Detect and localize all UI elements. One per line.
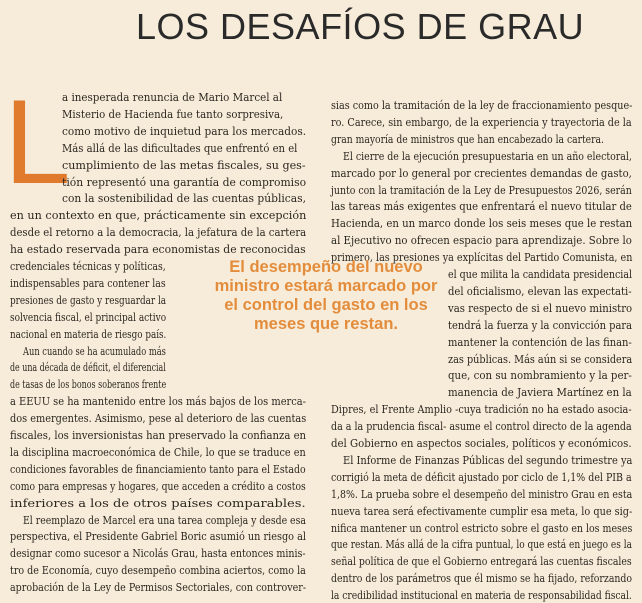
text-line: marcado por lo general por crecientes demandas de gasto,: [331, 165, 632, 180]
text-line: ro. Carece, sin embargo, de la experiencia y trayectoria de la: [331, 114, 632, 129]
text-line: con la sostenibilidad de las cuentas públicas,: [62, 191, 306, 206]
text-line: Hacienda, en un marco donde los seis meses que le restan: [331, 216, 633, 231]
text-line: que restan. Más allá de la cifra puntual, lo que está en juego es la: [331, 537, 632, 552]
text-line: credenciales técnicas y políticas,: [10, 259, 166, 273]
text-line: inferiores a los de otros países comparables.: [10, 495, 306, 510]
text-line: Misterio de Hacienda fue tanto sorpresiva,: [62, 106, 284, 121]
text-line: del Gobierno en aspectos sociales, políticos y económicos.: [331, 436, 632, 450]
text-line: nacional en materia de riesgo país.: [10, 326, 167, 341]
text-line: El Informe de Finanzas Públicas del segundo trimestre ya: [343, 452, 633, 467]
text-line: primero, las presiones ya explícitas del Partido Comunista, en: [331, 250, 633, 265]
text-line: El reemplazo de Marcel era una tarea compleja y desde esa: [23, 512, 306, 527]
text-line: fiscales, los inversionistas han preservado la confianza en: [10, 428, 307, 442]
text-line: vas respecto de si el nuevo ministro: [448, 300, 633, 315]
text-line: como motivo de inquietud para los mercados.: [62, 123, 307, 138]
text-line: perspectiva, el Presidente Gabriel Boric asumió un riesgo al: [10, 529, 306, 544]
text-line: 1,8%. La prueba sobre el desempeño del ministro Grau en esta: [331, 486, 633, 501]
text-line: corrigió la meta de déficit ajustado por ciclo de 1,1% del PIB a: [331, 469, 632, 484]
text-line: como para empresas y hogares, que acceden a crédito a costos: [10, 478, 306, 493]
text-line: indispensables para contener las: [10, 275, 166, 290]
text-line: designar como sucesor a Nicolás Grau, hasta entonces minis-: [10, 546, 306, 561]
text-line: en un contexto en que, prácticamente sin excepción: [10, 208, 307, 223]
text-line: Dipres, el Frente Amplio -cuya tradición no ha estado asocia-: [331, 402, 632, 417]
text-line: Aun cuando se ha acumulado más: [23, 343, 166, 358]
article-title: LOS DESAFÍOS DE GRAU: [136, 6, 585, 47]
text-line: El cierre de la ejecución presupuestaria en un año electoral,: [343, 148, 632, 163]
text-line: señal política de que el Gobierno entregará las cuentas fiscales: [331, 554, 632, 569]
text-line: nifica mantener un control estricto sobre el gasto en los meses: [331, 520, 633, 535]
text-line: nueva tarea será efectivamente cumplir esa meta, lo que sig-: [331, 503, 633, 518]
text-line: al Ejecutivo no ofrecen espacio para aprendizaje. Sobre lo: [331, 233, 632, 248]
text-line: condiciones favorables de financiamiento tanto para el Estado: [10, 461, 306, 476]
text-line: manencia de Javiera Martínez en la: [448, 385, 632, 400]
drop-cap: L: [4, 75, 71, 209]
text-line: solvencia fiscal, el principal activo: [10, 309, 167, 324]
text-line: a EEUU se ha mantenido entre los más bajos de los merca-: [10, 394, 306, 409]
text-line: presiones de gasto y resguardar la: [10, 292, 167, 307]
text-line: Más allá de las dificultades que enfrentó en el: [62, 140, 298, 155]
text-line: tendrá la fuerza y la convicción para: [448, 317, 633, 332]
text-line: dentro de los parámetros que él mismo se ha fijado, reforzando: [331, 571, 633, 586]
text-line: ha estado reservada para economistas de reconocidas: [10, 242, 306, 257]
pull-quote: El desempeño del nuevo ministro estará marcado por el control del gasto en los meses que restan.: [214, 258, 438, 333]
text-line: a inesperada renuncia de Mario Marcel al: [62, 90, 283, 104]
text-line: las tareas más exigentes que enfrentará el nuevo titular de: [331, 199, 632, 214]
text-line: la disciplina macroeconómica de Chile, lo que se traduce en: [10, 444, 306, 459]
text-line: junto con la tramitación de la Ley de Presupuestos 2026, serán: [331, 182, 632, 197]
text-line: aprobación de la Ley de Permisos Sectoriales, con controver-: [10, 580, 307, 595]
text-line: sias como la tramitación de la ley de fraccionamiento pesque-: [331, 98, 633, 112]
text-line: tión representó una garantía de compromiso: [62, 174, 307, 189]
text-line: mantener la contención de las finan-: [448, 334, 632, 349]
text-line: dos emergentes. Asimismo, pese al deterioro de las cuentas: [10, 411, 307, 426]
text-line: cumplimiento de las metas fiscales, su ges-: [62, 157, 306, 172]
text-line: zas públicas. Más aún si se considera: [448, 351, 633, 366]
text-line: la credibilidad institucional en materia de responsabilidad fiscal.: [331, 588, 632, 603]
text-line: el que milita la candidata presidencial: [448, 267, 633, 281]
text-line: desde el retorno a la democracia, la jefatura de la cartera: [10, 225, 307, 240]
text-line: tro de Economía, cuyo desempeño combina aciertos, como la: [10, 563, 306, 578]
text-line: da a la prudencia fiscal- asume el control directo de la agenda: [331, 419, 632, 434]
text-line: de tasas de los bonos soberanos frente: [10, 377, 167, 392]
text-line: gran mayoría de ministros que han encabezado la cartera.: [331, 131, 604, 146]
text-line: del oficialismo, elevan las expectati-: [448, 283, 632, 298]
text-line: que, con su nombramiento y la per-: [448, 368, 632, 383]
text-line: de una década de déficit, el diferencial: [10, 360, 166, 375]
